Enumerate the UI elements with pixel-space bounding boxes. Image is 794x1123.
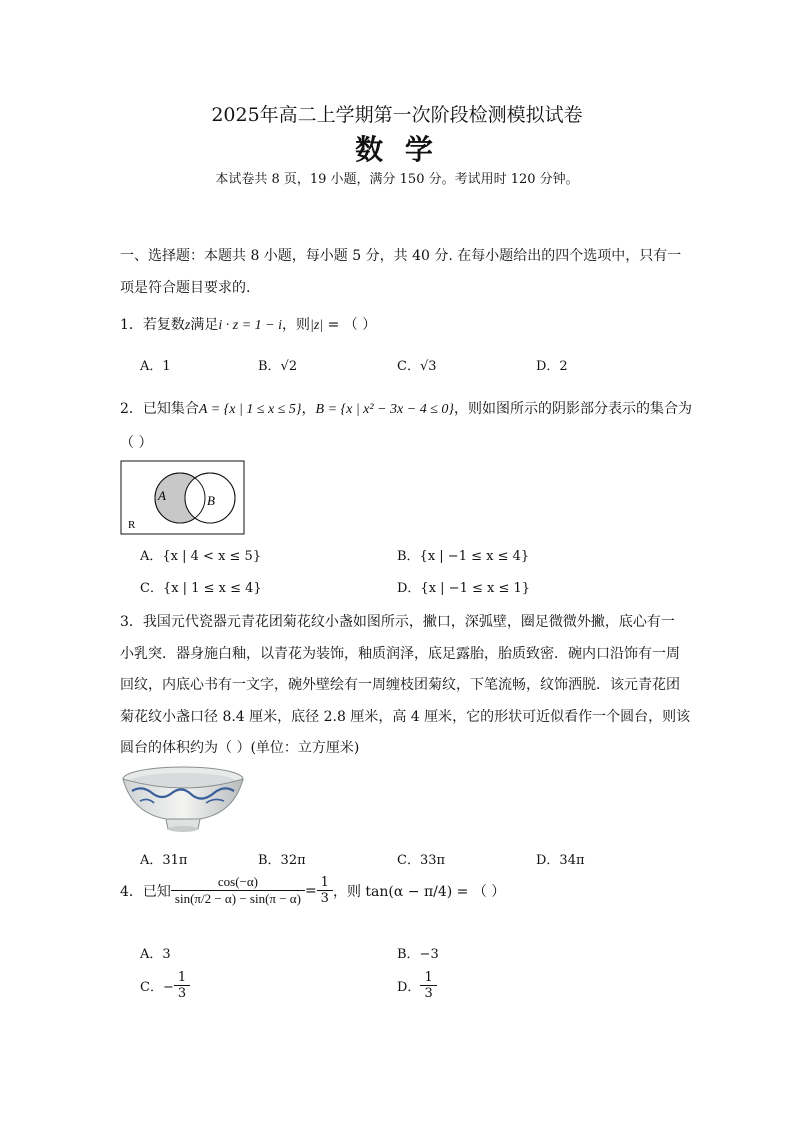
q4-option-a[interactable]: A．3 — [140, 947, 171, 962]
q3-text-line2: 小乳突．器身施白釉，以青花为装饰，釉质润泽，底足露胎，胎质致密．碗内口沿饰有一周 — [120, 646, 680, 662]
q1-tail-text: ，则 — [282, 317, 310, 333]
q1-end-text: = （ ） — [323, 317, 377, 333]
section-instructions-line2: 项是符合题目要求的. — [120, 280, 251, 296]
venn-diagram — [120, 460, 246, 536]
q3-text-line4: 菊花纹小盏口径 8.4 厘米，底径 2.8 厘米，高 4 厘米，它的形状可近似看作一个圆台，则该 — [120, 709, 691, 725]
q2-sep: ， — [301, 401, 316, 417]
q4-option-c-numerator: 1 — [174, 970, 190, 986]
question-4-stem — [120, 874, 505, 907]
q1-option-b[interactable]: B．√2 — [258, 359, 298, 374]
bowl-image — [118, 763, 248, 835]
q4-rhs-denominator: 3 — [320, 891, 329, 906]
q4-option-d-denominator: 3 — [424, 986, 433, 1001]
venn-label-b: B — [207, 493, 215, 508]
q4-option-d-numerator: 1 — [420, 970, 436, 986]
exam-info: 本试卷共 8 页，19 小题，满分 150 分。考试用时 120 分钟。 — [215, 172, 579, 187]
q3-option-b[interactable]: B．32π — [258, 853, 306, 868]
q4-option-d-label: D． — [397, 980, 421, 995]
q4-option-d[interactable] — [397, 970, 437, 1001]
q2-set-b: B = {x | x² − 3x − 4 ≤ 0} — [315, 402, 454, 417]
q4-option-c-label: C．− — [140, 980, 174, 995]
q4-option-c-fraction — [174, 970, 190, 1001]
q3-text-line5: 圆台的体积约为（ ）(单位：立方厘米) — [120, 740, 360, 756]
q2-option-a[interactable]: A．{x | 4 < x ≤ 5} — [140, 549, 262, 564]
subject-title: 数 学 — [355, 133, 439, 166]
q1-mid-text: 满足 — [190, 317, 219, 333]
q1-option-c[interactable]: C．√3 — [397, 359, 437, 374]
q4-option-b[interactable]: B．−3 — [397, 947, 439, 962]
venn-label-universe: R — [128, 519, 136, 531]
q2-stem-a: 2．已知集合 — [120, 401, 199, 417]
question-2-stem — [120, 398, 692, 418]
q2-stem-b: ，则如图所示的阴影部分表示的集合为 — [453, 401, 692, 417]
q4-rhs-numerator: 1 — [317, 875, 333, 891]
q4-fraction — [171, 874, 305, 907]
q1-stem-text: 1．若复数 — [120, 317, 185, 333]
q1-option-d[interactable]: D．2 — [536, 359, 568, 374]
q2-option-b[interactable]: B．{x | −1 ≤ x ≤ 4} — [397, 549, 530, 564]
q4-equals: = — [304, 882, 317, 899]
q4-option-c-denominator: 3 — [177, 986, 187, 1001]
q2-option-d[interactable]: D．{x | −1 ≤ x ≤ 1} — [397, 581, 531, 596]
question-1-stem — [120, 314, 376, 334]
q3-option-a[interactable]: A．31π — [140, 853, 188, 868]
q2-set-a: A = {x | 1 ≤ x ≤ 5} — [198, 402, 302, 417]
q2-answer-paren: （ ） — [120, 435, 153, 451]
q1-equation: i · z = 1 − i — [218, 318, 282, 333]
q3-text-line1: 3．我国元代瓷器元青花团菊花纹小盏如图所示，撇口，深弧壁，圈足微微外撇，底心有一 — [120, 614, 675, 630]
exam-title: 2025年高二上学期第一次阶段检测模拟试卷 — [211, 104, 583, 126]
q1-abs-z: |z| — [310, 318, 324, 333]
q1-option-a[interactable]: A．1 — [140, 359, 171, 374]
q4-rhs-fraction — [317, 875, 333, 906]
q4-option-d-fraction — [420, 970, 436, 1001]
q3-text-line3: 回纹，内底心书有一文字，碗外壁绘有一周缠枝团菊纹，下笔流畅，纹饰洒脱．该元青花团 — [120, 677, 680, 693]
q4-option-c[interactable] — [140, 970, 190, 1001]
q4-fraction-numerator: cos(−α) — [171, 874, 305, 891]
venn-label-a: A — [158, 488, 166, 503]
q4-stem-text: 4．已知 — [120, 883, 171, 900]
q4-tail-text: ，则 tan(α − π/4) = （ ） — [332, 883, 506, 900]
section-instructions-line1: 一、选择题：本题共 8 小题，每小题 5 分，共 40 分. 在每小题给出的四个选项中，只有一 — [120, 248, 682, 264]
q2-option-c[interactable]: C．{x | 1 ≤ x ≤ 4} — [140, 581, 262, 596]
q1-var-z: z — [184, 318, 191, 333]
q3-option-d[interactable]: D．34π — [536, 853, 585, 868]
q4-fraction-denominator: sin(π/2 − α) − sin(π − α) — [174, 891, 301, 906]
q3-option-c[interactable]: C．33π — [397, 853, 446, 868]
